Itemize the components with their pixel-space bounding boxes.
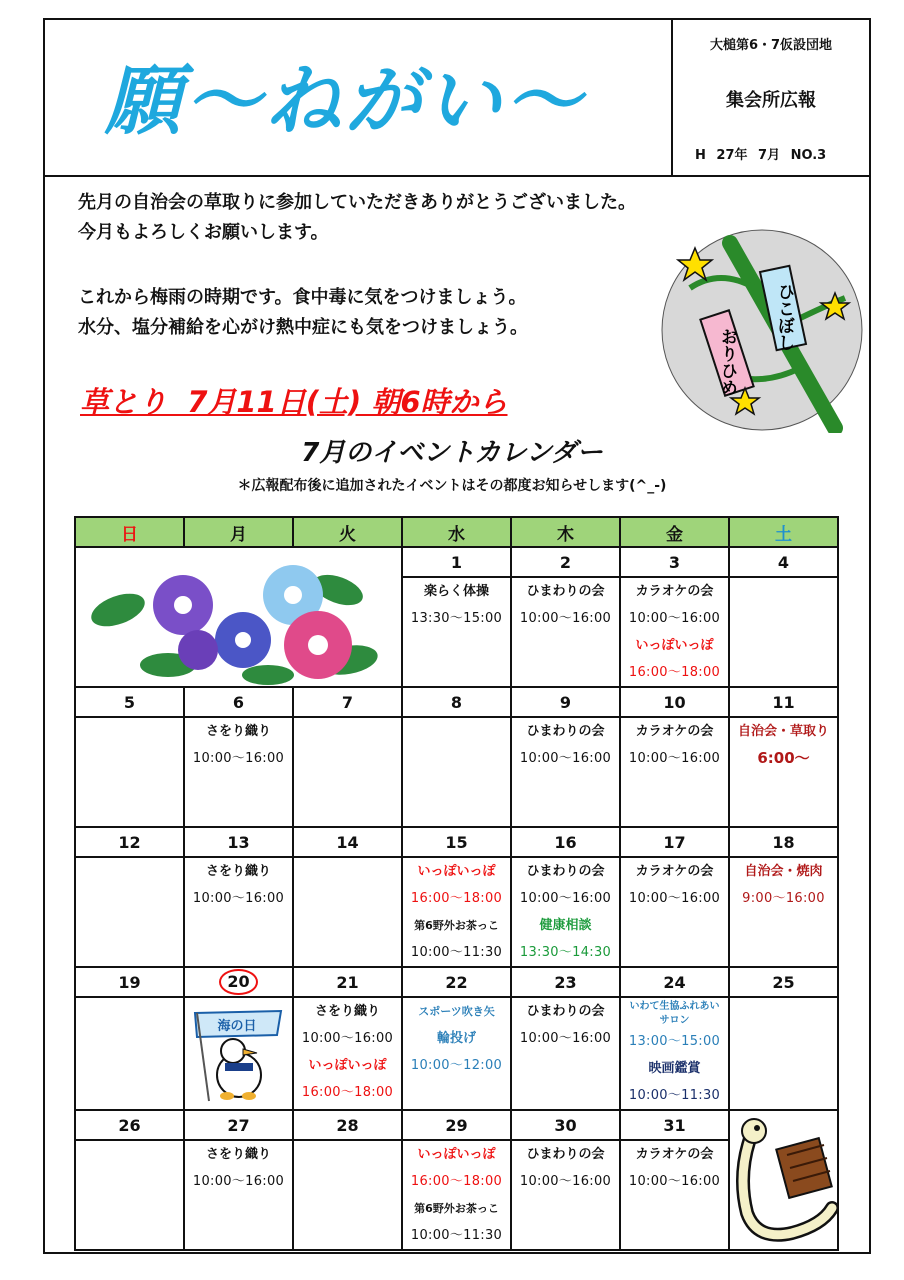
- header: [45, 20, 869, 177]
- day-cell: 25: [729, 967, 838, 997]
- week-2-events: [75, 717, 838, 827]
- flower-icon: [78, 550, 398, 685]
- event-name: いわて生協ふれあいサロン: [629, 1001, 720, 1026]
- event-time: 10:00～16:00: [628, 1174, 721, 1189]
- marine-day-label: 海の日: [217, 1019, 257, 1034]
- week-3-events: [75, 857, 838, 967]
- marine-day-illustration: [184, 997, 293, 1110]
- event-cell: [402, 857, 511, 967]
- orihime-label: おりひめ: [717, 328, 737, 396]
- event-time: 10:00～16:00: [301, 1031, 394, 1046]
- week-4-events: [75, 997, 838, 1110]
- day-cell: 3: [620, 547, 729, 577]
- event-time: 16:00～18:00: [628, 665, 721, 680]
- weeding-notice: 草とり 7月11日(土) 朝6時から: [80, 385, 508, 419]
- event-name: さをり織り: [314, 1004, 380, 1019]
- event-cell: [402, 577, 511, 687]
- day-cell: 8: [402, 687, 511, 717]
- event-name: いっぽいっぽ: [308, 1058, 387, 1073]
- day-cell: 1: [402, 547, 511, 577]
- morning-glory-illustration: [75, 547, 402, 687]
- tanabata-illustration: [660, 228, 865, 433]
- event-time: 16:00～18:00: [410, 891, 503, 906]
- event-cell: [402, 717, 511, 827]
- event-name: 自治会・草取り: [737, 724, 829, 739]
- message-line-2: 今月もよろしくお願いします。: [78, 222, 329, 243]
- day-cell: 16: [511, 827, 620, 857]
- day-cell: 5: [75, 687, 184, 717]
- event-name: いっぽいっぽ: [417, 1147, 496, 1162]
- message-line-1: 先月の自治会の草取りに参加していただきありがとうございました。: [78, 192, 636, 213]
- event-cell: [293, 857, 402, 967]
- day-cell: 15: [402, 827, 511, 857]
- event-cell: [620, 997, 729, 1110]
- day-cell: 27: [184, 1110, 293, 1140]
- event-cell: [729, 997, 838, 1110]
- calendar-title: 7月のイベントカレンダー: [301, 438, 603, 468]
- event-cell: [620, 717, 729, 827]
- event-time: 10:00～16:00: [192, 1174, 285, 1189]
- day-cell: 12: [75, 827, 184, 857]
- event-time: 10:00～16:00: [192, 751, 285, 766]
- event-cell: [75, 717, 184, 827]
- event-name: 第6野外お茶っこ: [414, 1202, 499, 1215]
- event-time: 9:00～16:00: [742, 891, 825, 906]
- calendar-note: ＊広報配布後に追加されたイベントはその都度お知らせします(^_-): [237, 478, 667, 494]
- organization-name: 大槌第6・7仮設団地: [709, 38, 833, 53]
- event-time: 16:00～18:00: [410, 1174, 503, 1189]
- event-name: 自治会・焼肉: [744, 864, 823, 879]
- day-cell: 9: [511, 687, 620, 717]
- event-name: 映画鑑賞: [648, 1061, 701, 1076]
- event-cell: [620, 1140, 729, 1250]
- event-time: 10:00～16:00: [519, 891, 612, 906]
- event-time: 10:00～16:00: [519, 611, 612, 626]
- day-cell: [184, 967, 293, 997]
- event-time: 10:00～16:00: [519, 751, 612, 766]
- week-5-events: [75, 1140, 838, 1250]
- event-time: 10:00～16:00: [628, 611, 721, 626]
- event-name: カラオケの会: [635, 1147, 714, 1162]
- day-cell: 6: [184, 687, 293, 717]
- event-cell: [729, 857, 838, 967]
- day-cell: 11: [729, 687, 838, 717]
- day-cell: 30: [511, 1110, 620, 1140]
- week-5-days: [75, 1110, 838, 1140]
- event-time: 16:00～18:00: [301, 1085, 394, 1100]
- event-cell: [75, 1140, 184, 1250]
- event-time: 13:30～15:00: [410, 611, 503, 626]
- week-4-days: [75, 967, 838, 997]
- hikoboshi-label: ひこぼし: [774, 283, 794, 351]
- event-time: 6:00～: [757, 749, 810, 767]
- weekday-header-row: [75, 517, 838, 547]
- event-time: 10:00～16:00: [628, 751, 721, 766]
- event-calendar: [74, 516, 839, 1251]
- event-time: 10:00～16:00: [519, 1031, 612, 1046]
- day-cell: 23: [511, 967, 620, 997]
- event-cell: [184, 857, 293, 967]
- weekday-wed: 水: [402, 517, 511, 547]
- weekday-fri: 金: [620, 517, 729, 547]
- event-name: カラオケの会: [635, 724, 714, 739]
- event-time: 10:00～11:30: [410, 945, 503, 960]
- message-line-3: これから梅雨の時期です。食中毒に気をつけましょう。: [78, 287, 527, 308]
- day-cell: 19: [75, 967, 184, 997]
- event-name: 輪投げ: [436, 1031, 476, 1046]
- weekday-thu: 木: [511, 517, 620, 547]
- event-name: カラオケの会: [635, 584, 714, 599]
- event-time: 10:00～16:00: [519, 1174, 612, 1189]
- event-cell: [729, 717, 838, 827]
- event-time: 13:30～14:30: [519, 945, 612, 960]
- event-time: 13:00～15:00: [628, 1034, 721, 1049]
- event-time: 10:00～11:30: [628, 1088, 721, 1103]
- day-cell: 18: [729, 827, 838, 857]
- event-cell: [620, 857, 729, 967]
- weekday-sun: 日: [75, 517, 184, 547]
- event-name: ひまわりの会: [526, 864, 605, 879]
- event-name: さをり織り: [205, 864, 271, 879]
- newsletter-logo: 願～ねがい～: [105, 56, 585, 145]
- day-cell: 13: [184, 827, 293, 857]
- day-cell: 26: [75, 1110, 184, 1140]
- day-cell: 17: [620, 827, 729, 857]
- event-name: 健康相談: [539, 918, 592, 933]
- event-time: 10:00～11:30: [410, 1228, 503, 1243]
- event-name: さをり織り: [205, 1147, 271, 1162]
- event-cell: [511, 857, 620, 967]
- event-name: 第6野外お茶っこ: [414, 919, 499, 932]
- event-cell: [293, 997, 402, 1110]
- message-line-4: 水分、塩分補給を心がけ熱中症にも気をつけましょう。: [78, 317, 528, 338]
- event-name: スポーツ吹き矢: [418, 1005, 495, 1018]
- event-cell: [184, 1140, 293, 1250]
- day-cell: 21: [293, 967, 402, 997]
- event-time: 10:00～16:00: [192, 891, 285, 906]
- day-cell: 24: [620, 967, 729, 997]
- event-cell: [729, 577, 838, 687]
- day-cell: 7: [293, 687, 402, 717]
- event-name: ひまわりの会: [526, 1004, 605, 1019]
- weekday-tue: 火: [293, 517, 402, 547]
- issue-info-box: [671, 20, 869, 175]
- event-cell: [75, 997, 184, 1110]
- week-2-days: [75, 687, 838, 717]
- event-name: いっぽいっぽ: [635, 638, 714, 653]
- event-cell: [293, 1140, 402, 1250]
- day-cell: 31: [620, 1110, 729, 1140]
- weekday-sat: 土: [729, 517, 838, 547]
- event-cell: [511, 1140, 620, 1250]
- event-cell: [620, 577, 729, 687]
- day-cell: 29: [402, 1110, 511, 1140]
- day-cell: 4: [729, 547, 838, 577]
- event-name: さをり織り: [205, 724, 271, 739]
- day-cell: 10: [620, 687, 729, 717]
- event-cell: [75, 857, 184, 967]
- event-name: ひまわりの会: [526, 724, 605, 739]
- day-cell: 2: [511, 547, 620, 577]
- event-cell: [402, 1140, 511, 1250]
- event-cell: [402, 997, 511, 1110]
- event-cell: [293, 717, 402, 827]
- day-cell: 28: [293, 1110, 402, 1140]
- event-name: ひまわりの会: [526, 584, 605, 599]
- week-1-days: [75, 547, 838, 577]
- event-cell: [511, 577, 620, 687]
- week-3-days: [75, 827, 838, 857]
- eel-illustration: [729, 1110, 838, 1250]
- event-time: 10:00～12:00: [410, 1058, 503, 1073]
- weekday-mon: 月: [184, 517, 293, 547]
- event-name: 楽らく体操: [423, 584, 489, 599]
- event-time: 10:00～16:00: [628, 891, 721, 906]
- event-name: ひまわりの会: [526, 1147, 605, 1162]
- document-type: 集会所広報: [726, 90, 816, 111]
- event-cell: [184, 717, 293, 827]
- event-name: いっぽいっぽ: [417, 864, 496, 879]
- issue-number: H 27年 7月 NO.3: [695, 148, 827, 163]
- event-name: カラオケの会: [635, 864, 714, 879]
- seagull-icon: [189, 1003, 289, 1103]
- eel-icon: [732, 1113, 837, 1249]
- event-cell: [511, 717, 620, 827]
- event-cell: [511, 997, 620, 1110]
- day-cell: 22: [402, 967, 511, 997]
- holiday-marker: 20: [219, 969, 257, 995]
- day-cell: 14: [293, 827, 402, 857]
